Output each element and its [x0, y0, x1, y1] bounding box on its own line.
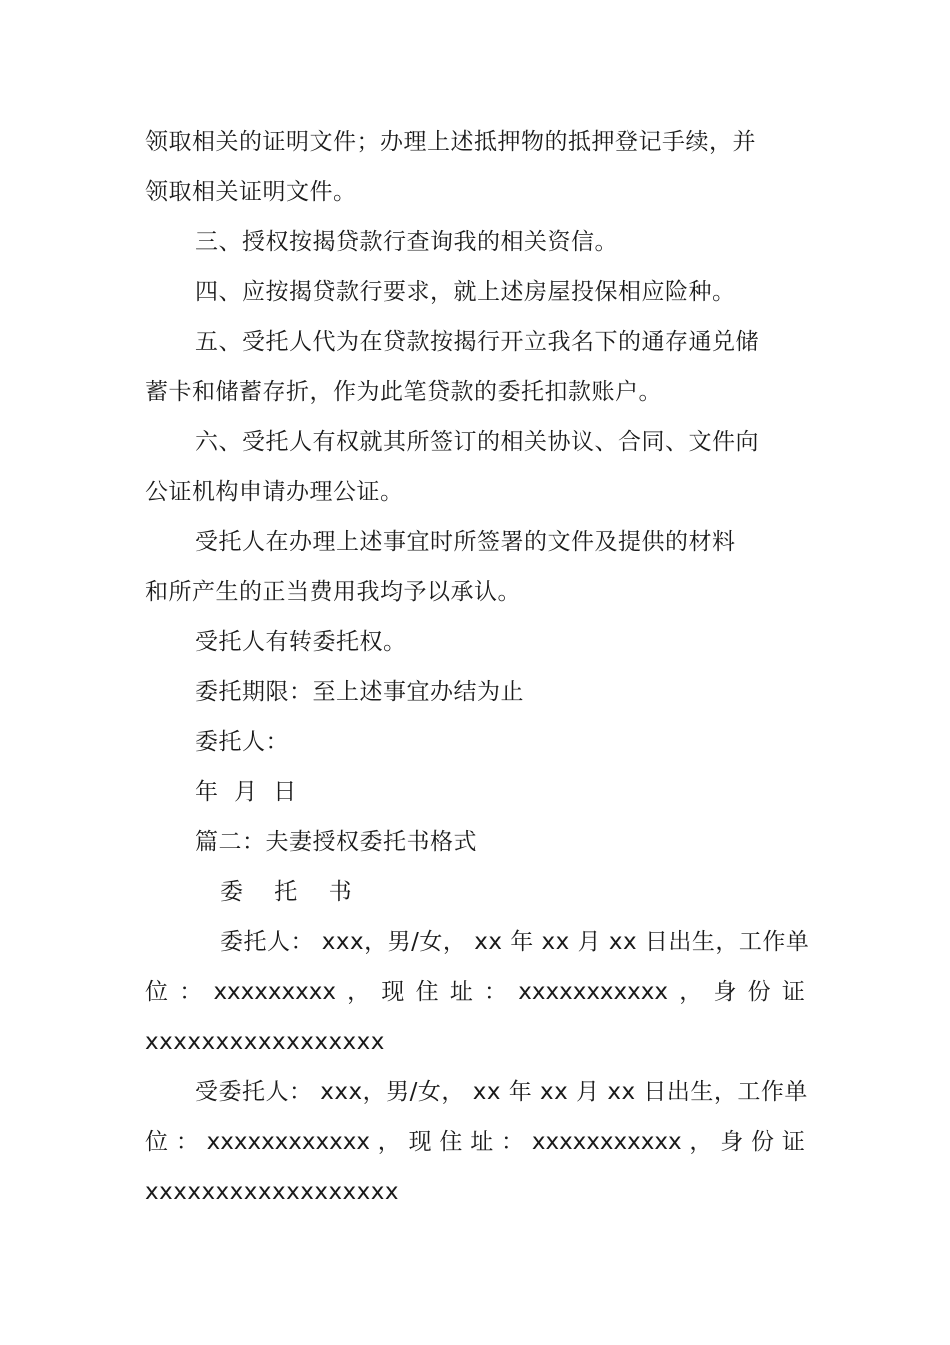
text-token: 址	[470, 1129, 494, 1155]
text-line: 委托期限：至上述事宜办结为止	[195, 679, 524, 705]
date-line: 年 月 日	[195, 779, 297, 805]
text-line: xxxxxxxxxxxxxxxxx	[145, 1029, 385, 1055]
text-token: ：	[175, 1129, 199, 1155]
text-token: ，	[347, 979, 371, 1005]
text-token: 证	[781, 979, 805, 1005]
text-line: 四、应按揭贷款行要求，就上述房屋投保相应险种。	[195, 279, 736, 305]
text-line: 受委托人： xxx，男/女， xx 年 xx 月 xx 日出生，工作单	[195, 1079, 808, 1105]
text-line: 和所产生的正当费用我均予以承认。	[145, 579, 521, 605]
text-token: xxxxxxxxx	[213, 979, 336, 1005]
text-token: 份	[747, 979, 771, 1005]
section-heading: 篇二：夫妻授权委托书格式	[195, 829, 477, 855]
text-line: 领取相关证明文件。	[145, 179, 357, 205]
text-token: ：	[179, 979, 203, 1005]
text-line: 委托人：	[195, 729, 289, 755]
text-token: 位	[145, 979, 168, 1005]
text-token: 份	[751, 1129, 775, 1155]
text-line: 受托人在办理上述事宜时所签署的文件及提供的材料	[195, 529, 736, 555]
text-token: xxxxxxxxxxx	[531, 1129, 682, 1155]
text-token: 位	[145, 1129, 168, 1155]
justified-line	[145, 977, 805, 1007]
text-line: 蓄卡和储蓄存折，作为此笔贷款的委托扣款账户。	[145, 379, 662, 405]
text-token: ：	[484, 979, 508, 1005]
text-line: 委托人： xxx，男/女， xx 年 xx 月 xx 日出生，工作单	[220, 929, 810, 955]
document-title: 委 托 书	[220, 879, 364, 905]
text-line: 领取相关的证明文件；办理上述抵押物的抵押登记手续，并	[145, 129, 756, 155]
text-token: 证	[781, 1129, 805, 1155]
text-token: 址	[449, 979, 473, 1005]
text-token: ，	[679, 979, 703, 1005]
text-token: xxxxxxxxxxxx	[206, 1129, 370, 1155]
text-token: 身	[720, 1129, 744, 1155]
text-token: 住	[439, 1129, 463, 1155]
text-line: 六、受托人有权就其所签订的相关协议、合同、文件向	[195, 429, 759, 455]
text-line: 受托人有转委托权。	[195, 629, 407, 655]
text-token: ：	[501, 1129, 525, 1155]
text-token: ，	[377, 1129, 401, 1155]
text-token: 住	[415, 979, 439, 1005]
text-token: 身	[713, 979, 737, 1005]
text-line: xxxxxxxxxxxxxxxxxx	[145, 1179, 400, 1205]
text-token: 现	[381, 979, 405, 1005]
justified-line	[145, 1127, 805, 1157]
text-line: 公证机构申请办理公证。	[145, 479, 404, 505]
text-token: 现	[408, 1129, 432, 1155]
text-token: xxxxxxxxxxx	[518, 979, 668, 1005]
text-token: ，	[689, 1129, 713, 1155]
text-line: 五、受托人代为在贷款按揭行开立我名下的通存通兑储	[195, 329, 759, 355]
text-line: 三、授权按揭贷款行查询我的相关资信。	[195, 229, 618, 255]
